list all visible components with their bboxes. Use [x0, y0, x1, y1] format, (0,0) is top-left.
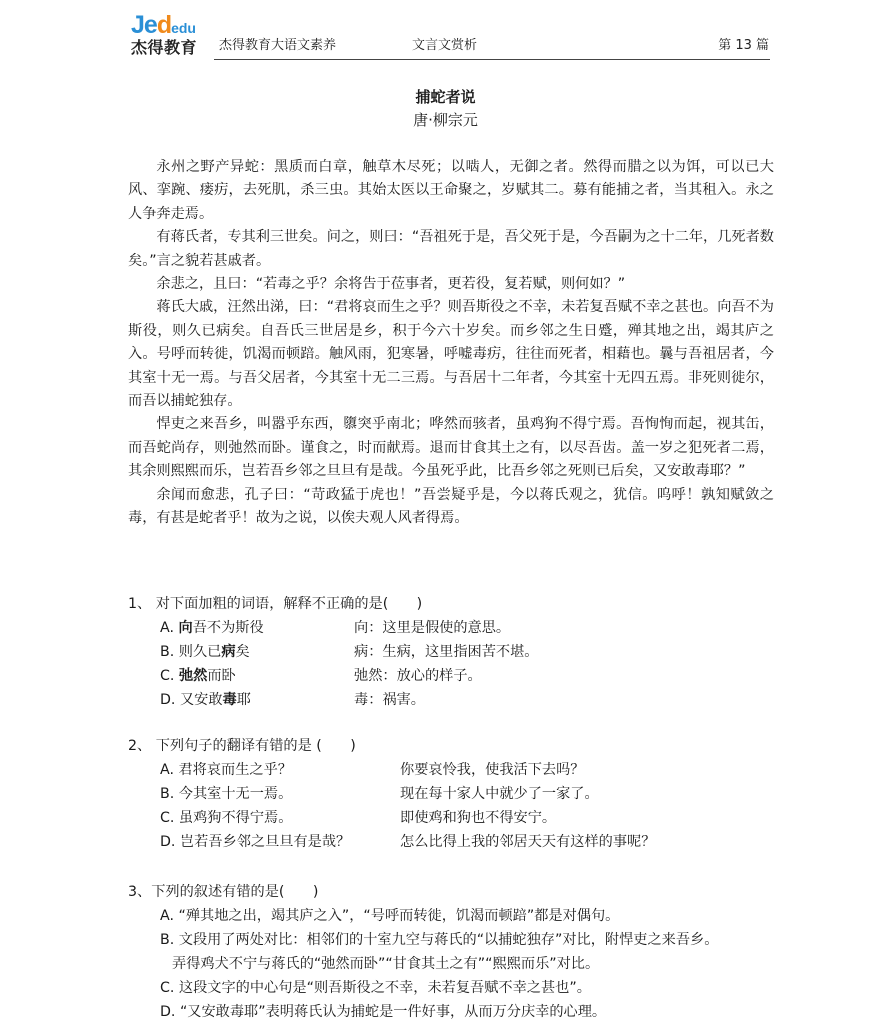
option-note: 毒：祸害。	[354, 692, 425, 708]
header-section: 文言文赏析	[412, 38, 478, 53]
header-page-number: 第 13 篇	[718, 38, 769, 53]
bold-word: 毒	[222, 692, 237, 708]
logo-chinese-name: 杰得教育	[131, 38, 198, 57]
option-text: D. 岂若吾乡邻之旦旦有是哉？	[160, 834, 351, 850]
question-stem: 1、 对下面加粗的词语，解释不正确的是( )	[128, 596, 423, 612]
option-b	[128, 782, 788, 806]
option-d	[128, 830, 788, 854]
bold-word: 向	[178, 620, 193, 636]
option-note: 你要哀怜我，使我活下去吗？	[400, 762, 585, 778]
option-text: B. 则久已病矣	[160, 644, 250, 660]
passage-paragraph: 余闻而愈悲，孔子曰：“苛政猛于虎也！”吾尝疑乎是，今以蒋氏观之，犹信。呜呼！孰知赋敛之毒，有甚是蛇者乎！故为之说，以俟夫观人风者得焉。	[128, 486, 774, 527]
option-note: 即使鸡和狗也不得安宁。	[400, 810, 557, 826]
option-a: A. “殚其地之出，竭其庐之入”，“号呼而转徙，饥渴而顿踣”都是对偶句。	[160, 908, 620, 924]
option-text: D. 又安敢毒耶	[160, 692, 251, 708]
option-note: 弛然：放心的样子。	[354, 668, 482, 684]
option-d: D. “又安敢毒耶”表明蒋氏认为捕蛇是一件好事，从而万分庆幸的心理。	[160, 1004, 607, 1020]
option-text: B. 今其室十无一焉。	[160, 786, 293, 802]
bold-word: 病	[221, 644, 236, 660]
question-stem: 3、下列的叙述有错的是( )	[128, 884, 319, 900]
passage-paragraph: 余悲之，且曰：“若毒之乎？余将告于莅事者，更若役，复若赋，则何如？”	[156, 276, 626, 293]
option-a	[128, 758, 788, 782]
question-3	[128, 880, 788, 1024]
header-brand: 杰得教育大语文素养	[219, 38, 337, 53]
option-c	[128, 664, 788, 688]
option-text: A. 君将哀而生之乎？	[160, 762, 292, 778]
option-a	[128, 616, 788, 640]
option-note: 怎么比得上我的邻居天天有这样的事呢？	[400, 834, 656, 850]
option-text: A. 向吾不为斯役	[160, 620, 264, 636]
option-b: B. 文段用了两处对比：相邻们的十室九空与蒋氏的“以捕蛇独存”对比，附悍吏之来吾乡。	[160, 932, 719, 948]
option-note: 现在每十家人中就少了一家了。	[400, 786, 599, 802]
option-note: 病：生病，这里指困苦不堪。	[354, 644, 539, 660]
article-title: 捕蛇者说	[415, 88, 476, 106]
question-2	[128, 734, 788, 854]
bold-word: 弛然	[178, 668, 208, 684]
passage-paragraph: 蒋氏大戚，汪然出涕，曰：“君将哀而生之乎？则吾斯役之不幸，未若复吾赋不幸之甚也。向吾不为斯役，则久已病矣。自吾氏三世居是乡，积于今六十岁矣。而乡邻之生日蹙，殚其地之出，竭其庐之入。号呼而转徙，饥渴而顿踣。触风雨，犯寒暑，呼嘘毒疠，往往而死者，相藉也。曩与吾祖居者，今其室十无一焉。与吾父居者，今其室十无二三焉。与吾居十二年者，今其室十无四五焉。非死则徙尔，而吾以捕蛇独存。	[128, 299, 774, 410]
option-b	[128, 640, 788, 664]
article-passage	[128, 156, 774, 531]
article-author: 唐·柳宗元	[413, 111, 478, 129]
question-stem: 2、 下列句子的翻译有错的是 ( )	[128, 738, 356, 754]
passage-paragraph: 悍吏之来吾乡，叫嚣乎东西，隳突乎南北；哗然而骇者，虽鸡狗不得宁焉。吾恂恂而起，视其缶，而吾蛇尚存，则弛然而卧。谨食之，时而献焉。退而甘食其土之有，以尽吾齿。盖一岁之犯死者二焉，其余则熙熙而乐，岂若吾乡邻之旦旦有是哉。今虽死乎此，比吾乡邻之死则已后矣，又安敢毒耶？”	[128, 416, 774, 480]
option-b-continued: 弄得鸡犬不宁与蒋氏的“弛然而卧”“甘食其土之有”“熙熙而乐”对比。	[172, 956, 600, 972]
option-c	[128, 806, 788, 830]
option-text: C. 弛然而卧	[160, 668, 236, 684]
jedeu-logo	[131, 12, 203, 58]
logo-wordmark: Jededu	[131, 11, 196, 39]
option-note: 向：这里是假使的意思。	[354, 620, 511, 636]
passage-paragraph: 有蒋氏者，专其利三世矣。问之，则曰：“吾祖死于是，吾父死于是，今吾嗣为之十二年，几死者数矣。”言之貌若甚戚者。	[128, 229, 774, 269]
option-c: C. 这段文字的中心句是“则吾斯役之不幸，未若复吾赋不幸之甚也”。	[160, 980, 591, 996]
passage-paragraph: 永州之野产异蛇：黑质而白章，触草木尽死；以啮人，无御之者。然得而腊之以为饵，可以已大风、挛踠、瘘疠，去死肌，杀三虫。其始太医以王命聚之，岁赋其二。募有能捕之者，当其租入。永之人争奔走焉。	[128, 159, 774, 222]
question-1	[128, 592, 788, 712]
header-divider	[214, 59, 770, 60]
option-text: C. 虽鸡狗不得宁焉。	[160, 810, 293, 826]
option-d	[128, 688, 788, 712]
